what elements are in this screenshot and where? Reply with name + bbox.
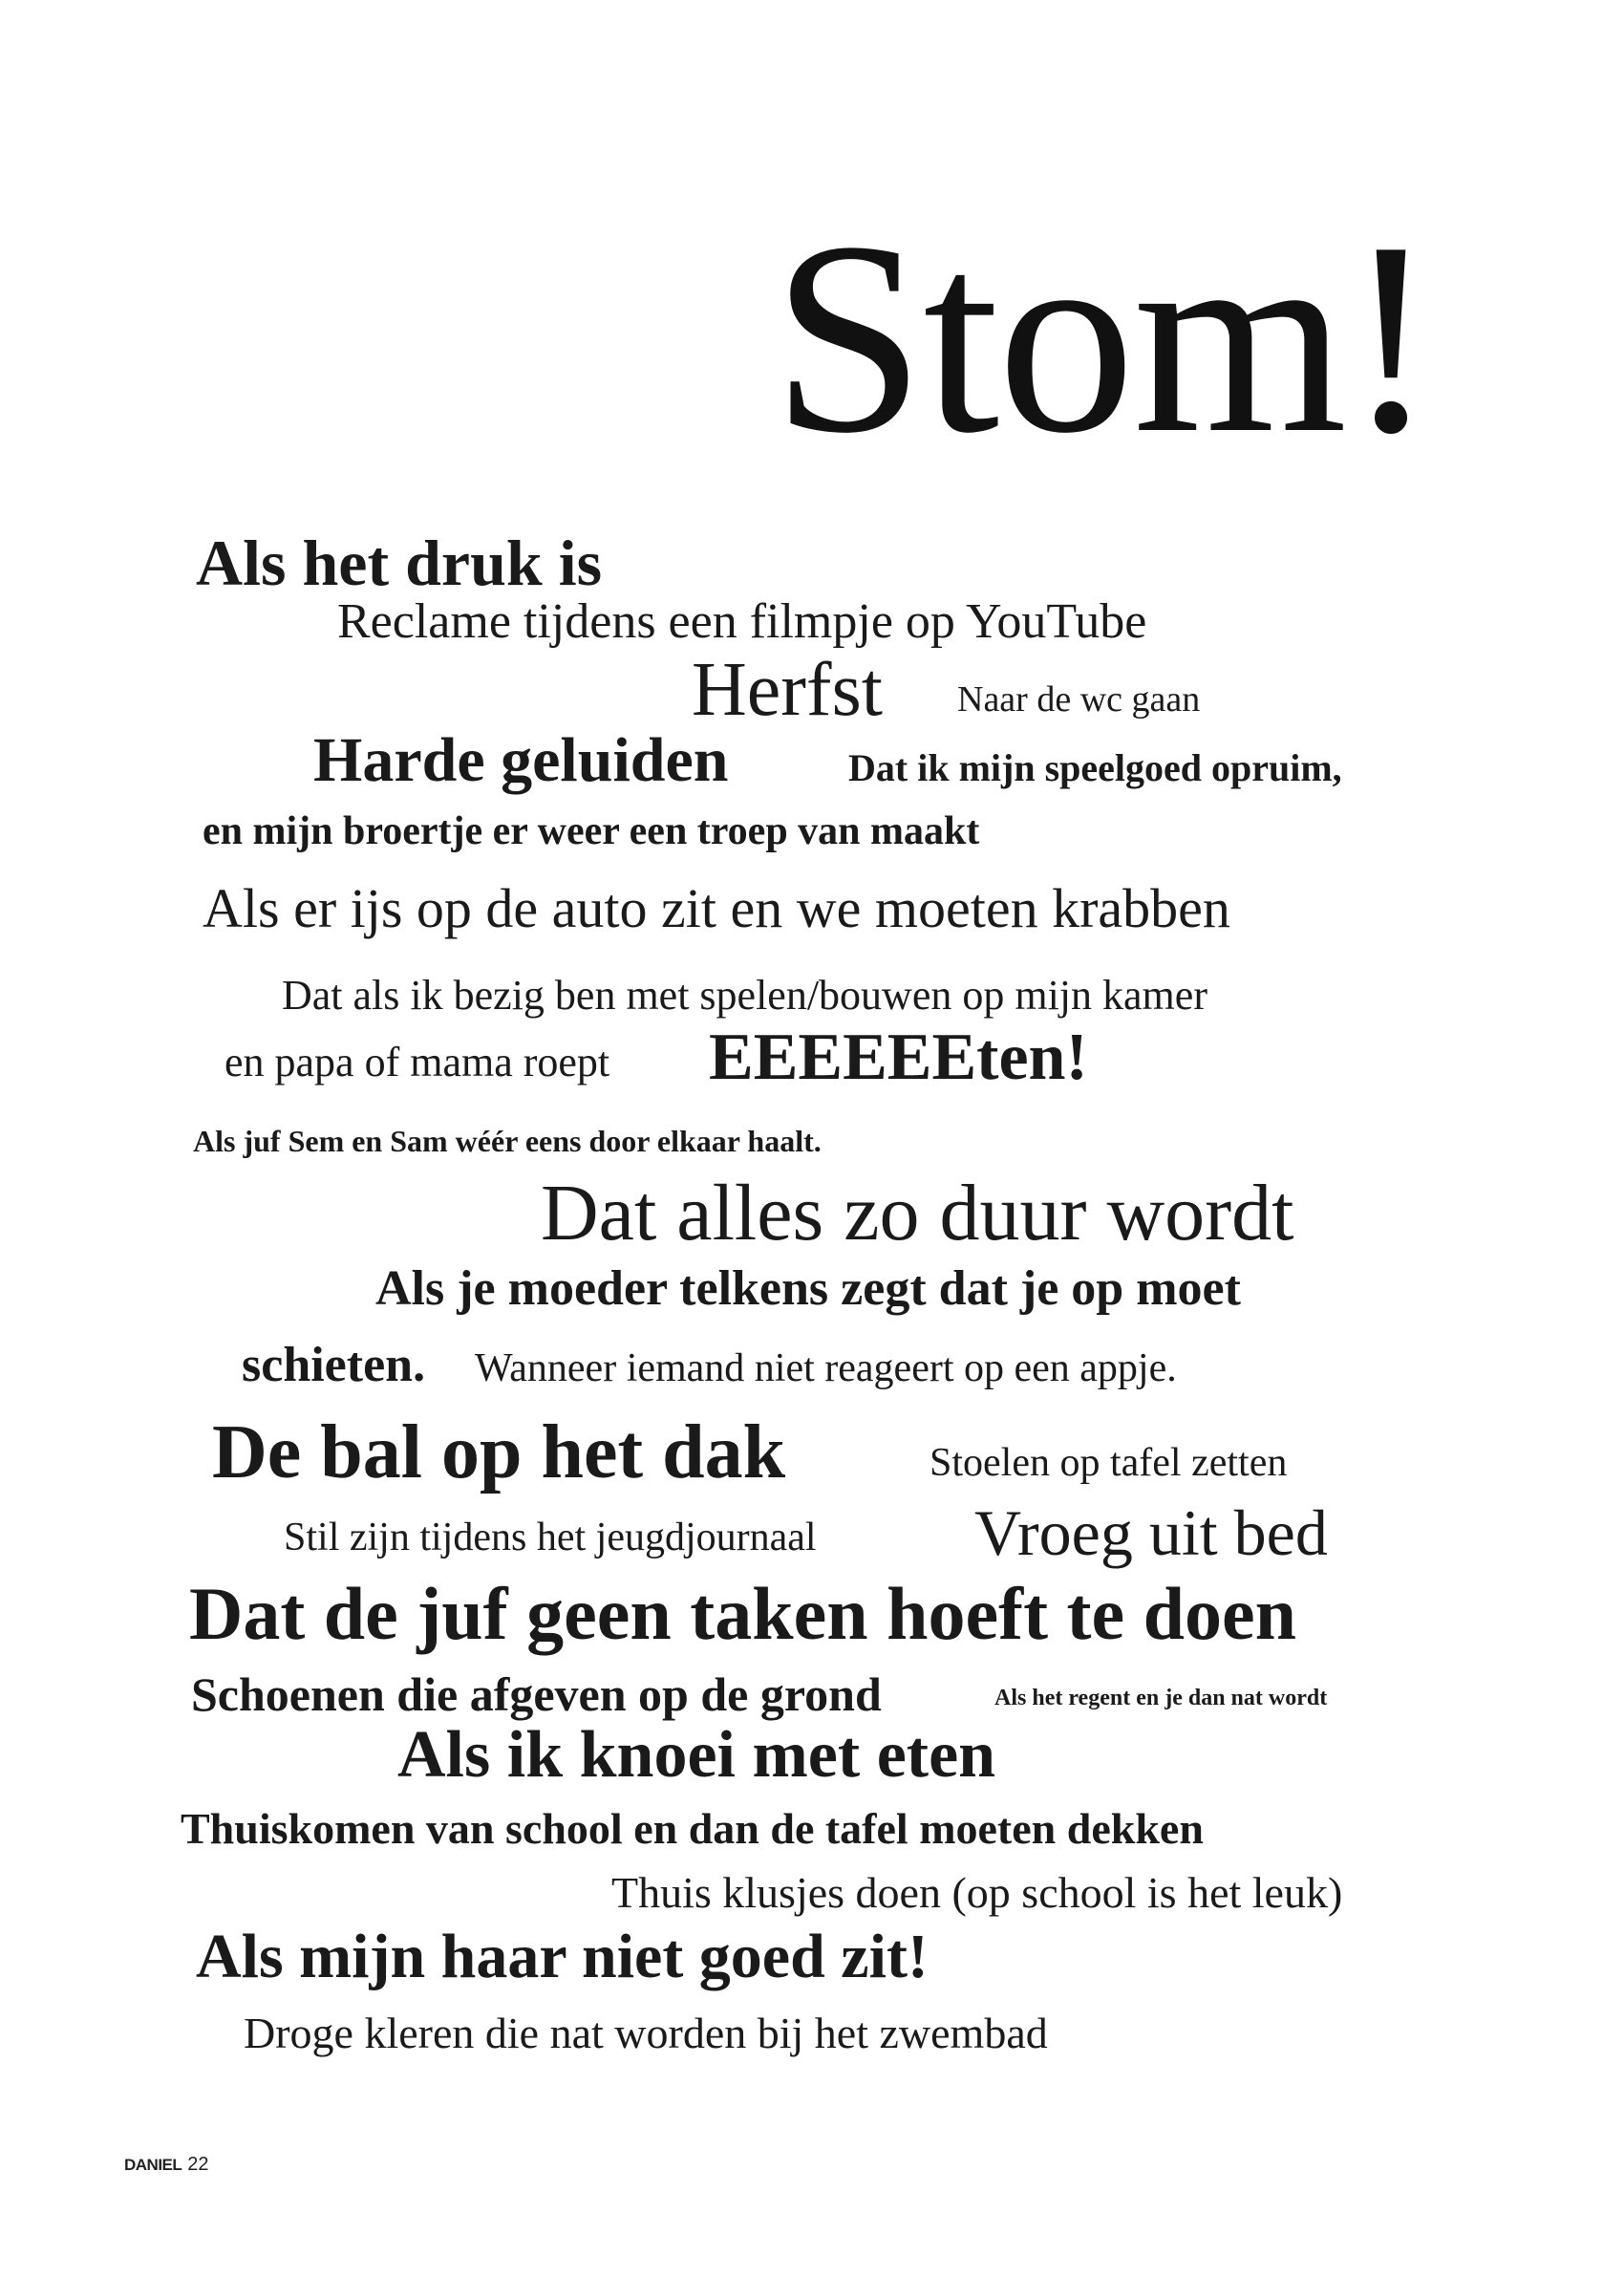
phrase-knoei-met-eten: Als ik knoei met eten [397, 1718, 996, 1792]
phrase-reclame-youtube: Reclame tijdens een filmpje op YouTube [337, 594, 1147, 649]
phrase-naar-de-wc: Naar de wc gaan [957, 679, 1201, 720]
phrase-als-het-druk-is: Als het druk is [196, 527, 603, 599]
phrase-jeugdjournaal: Stil zijn tijdens het jeugdjournaal [284, 1516, 817, 1559]
phrase-regen-nat: Als het regent en je dan nat wordt [994, 1686, 1328, 1710]
phrase-haar-niet-goed: Als mijn haar niet goed zit! [196, 1922, 929, 1991]
phrase-stoelen-op-tafel: Stoelen op tafel zetten [930, 1441, 1288, 1485]
phrase-harde-geluiden: Harde geluiden [313, 725, 729, 795]
phrase-alles-duur: Dat alles zo duur wordt [541, 1169, 1294, 1258]
phrase-juf-sem-sam: Als juf Sem en Sam wéér eens door elkaar haalt. [193, 1124, 822, 1158]
phrase-klusjes: Thuis klusjes doen (op school is het leuk) [611, 1868, 1343, 1917]
magazine-logo: DANIEL [124, 2156, 182, 2174]
phrase-spelen-bouwen: Dat als ik bezig ben met spelen/bouwen op mijn kamer [282, 972, 1207, 1019]
phrase-appje: Wanneer iemand niet reageert op een appje. [475, 1346, 1177, 1390]
page-footer [124, 2154, 209, 2176]
phrase-broertje-troep: en mijn broertje er weer een troep van maakt [203, 809, 980, 853]
phrase-speelgoed-opruim: Dat ik mijn speelgoed opruim, [848, 746, 1342, 789]
phrase-moeder-opschieten: Als je moeder telkens zegt dat je op moet [375, 1261, 1241, 1316]
phrase-droge-kleren: Droge kleren die nat worden bij het zwembad [244, 2009, 1048, 2057]
page-number: 22 [187, 2154, 209, 2175]
phrase-juf-taken: Dat de juf geen taken hoeft te doen [189, 1572, 1297, 1655]
page-title: Stom! [772, 185, 1436, 490]
phrase-vroeg-uit-bed: Vroeg uit bed [974, 1496, 1328, 1569]
phrase-schieten: schieten. [242, 1338, 426, 1392]
phrase-herfst: Herfst [692, 648, 883, 732]
phrase-papa-of-mama: en papa of mama roept [224, 1039, 610, 1086]
phrase-tafel-dekken: Thuiskomen van school en dan de tafel moeten dekken [181, 1804, 1204, 1853]
phrase-schoenen-afgeven: Schoenen die afgeven op de grond [191, 1667, 882, 1721]
phrase-eten: EEEEEEten! [709, 1021, 1088, 1094]
phrase-ijs-op-de-auto: Als er ijs op de auto zit en we moeten krabben [203, 877, 1230, 939]
phrase-bal-op-dak: De bal op het dak [212, 1410, 786, 1494]
